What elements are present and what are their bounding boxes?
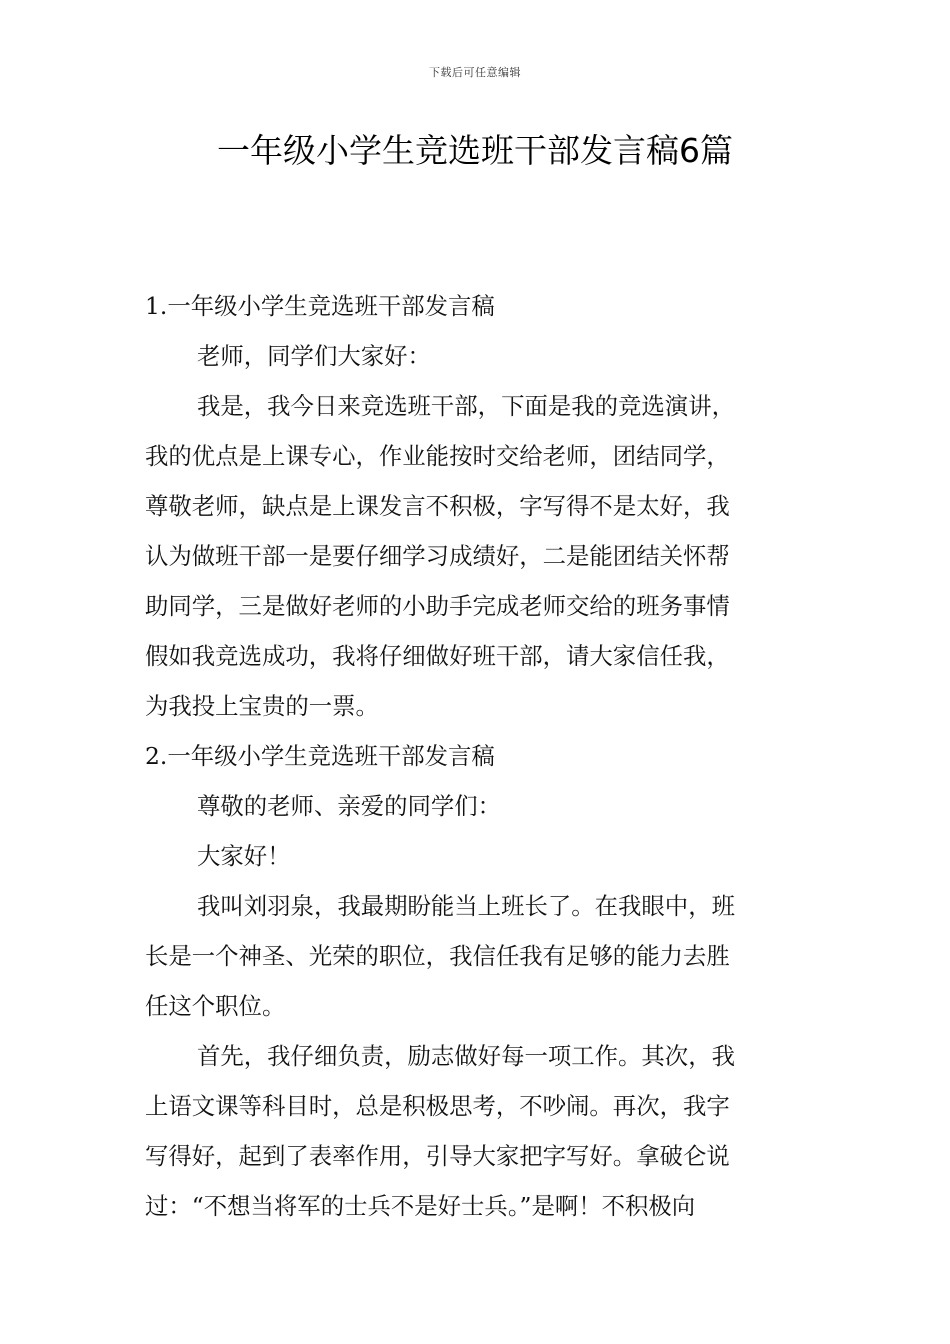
paragraph-line: 假如我竞选成功，我将仔细做好班干部，请大家信任我， <box>145 642 730 670</box>
paragraph-line: 过：“不想当将军的士兵不是好士兵。”是啊！不积极向 <box>145 1192 696 1220</box>
document-body <box>145 281 810 1231</box>
paragraph-line: 上语文课等科目时，总是积极思考，不吵闹。再次，我字 <box>145 1092 730 1120</box>
paragraph-line: 尊敬老师，缺点是上课发言不积极，字写得不是太好，我 <box>145 492 730 520</box>
paragraph-line: 我是，我今日来竞选班干部，下面是我的竞选演讲， <box>197 392 735 420</box>
paragraph-line: 认为做班干部一是要仔细学习成绩好，二是能团结关怀帮 <box>145 542 730 570</box>
paragraph-line: 任这个职位。 <box>145 992 286 1020</box>
paragraph-line: 我叫刘羽泉，我最期盼能当上班长了。在我眼中，班 <box>197 892 735 920</box>
section-heading: 1.一年级小学生竞选班干部发言稿 <box>145 292 495 320</box>
paragraph-line: 为我投上宝贵的一票。 <box>145 692 379 720</box>
paragraph-line: 尊敬的老师、亲爱的同学们： <box>197 792 502 820</box>
paragraph-line: 大家好！ <box>197 842 291 870</box>
section-heading: 2.一年级小学生竞选班干部发言稿 <box>145 742 495 770</box>
header-note: 下载后可任意编辑 <box>429 66 521 79</box>
paragraph-line: 长是一个神圣、光荣的职位，我信任我有足够的能力去胜 <box>145 942 730 970</box>
document-title: 一年级小学生竞选班干部发言稿6篇 <box>217 131 733 170</box>
paragraph-line: 我的优点是上课专心，作业能按时交给老师，团结同学， <box>145 442 730 470</box>
paragraph-line: 助同学，三是做好老师的小助手完成老师交给的班务事情 <box>145 592 730 620</box>
paragraph-line: 首先，我仔细负责，励志做好每一项工作。其次，我 <box>197 1042 735 1070</box>
paragraph-line: 老师，同学们大家好： <box>197 342 431 370</box>
paragraph-line: 写得好，起到了表率作用，引导大家把字写好。拿破仑说 <box>145 1142 730 1170</box>
